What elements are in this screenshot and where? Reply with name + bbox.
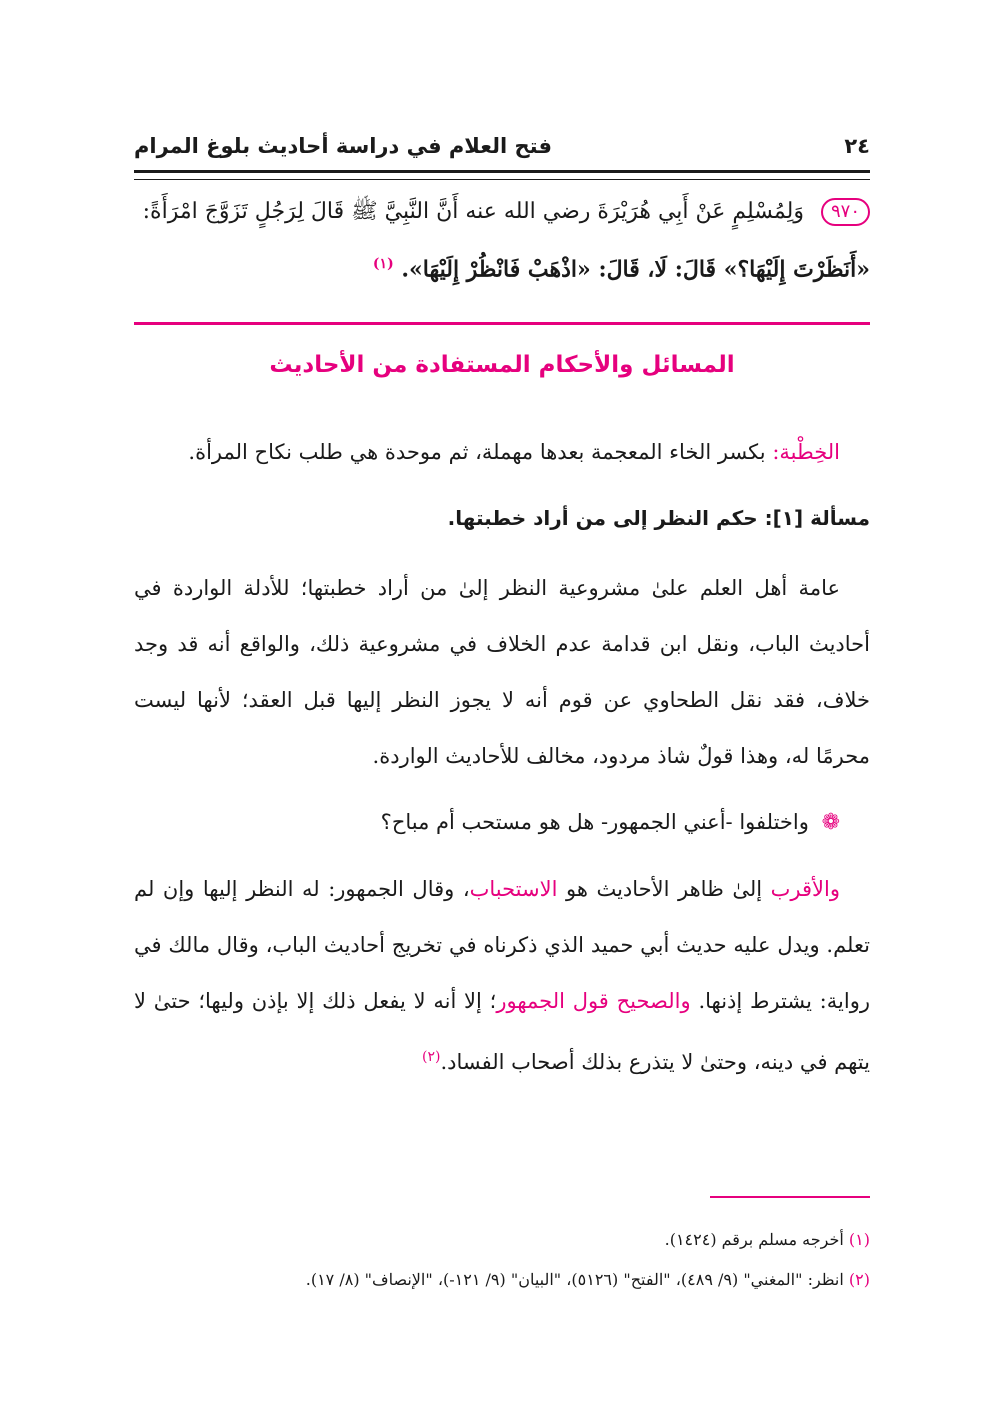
- footnote-2-text: انظر: "المغني" (٩/ ٤٨٩)، "الفتح" (٥١٢٦)، "البيان" (٩/ ١٢١-)، "الإنصاف" (٨/ ١٧).: [305, 1270, 844, 1289]
- highlight-sahih: والصحيح قول الجمهور: [496, 989, 691, 1013]
- paragraph-2-text: واختلفوا -أعني الجمهور- هل هو مستحب أم مباح؟: [380, 810, 809, 834]
- paragraph-3-text-b: إلىٰ ظاهر الأحاديث هو: [565, 877, 763, 901]
- definition-paragraph: [134, 424, 870, 480]
- paragraph-3-text-d: ، وقال الجمهور: له النظر إليها وإن لم تعلم. ويدل عليه حديث أبي حميد الذي ذكرناه في تخريج أحاديث الباب، وقال مالك في رواية: يشترط إذنها.: [134, 877, 870, 1013]
- footnotes: [134, 1220, 870, 1300]
- paragraph-2: [134, 794, 870, 851]
- running-header: [134, 128, 870, 164]
- footnote-divider: [710, 1196, 870, 1198]
- issue-heading: [134, 490, 870, 546]
- hadith-line-1: [134, 186, 870, 238]
- book-title: فتح العلام في دراسة أحاديث بلوغ المرام: [134, 134, 552, 158]
- hadith-number-badge: ٩٧٠: [821, 198, 870, 226]
- paragraph-3-text-f: ؛ إلا أنه لا يفعل ذلك إلا بإذن وليها؛ حتىٰ لا يتهم في دينه، وحتىٰ لا يتذرع بذلك أصحاب الفساد.: [134, 989, 870, 1074]
- hadith-line-2: [134, 238, 870, 295]
- section-title: المسائل والأحكام المستفادة من الأحاديث: [269, 352, 735, 378]
- highlight-closest: والأقرب: [770, 877, 840, 901]
- definition-term: الخِطْبة:: [772, 440, 840, 464]
- footnote-1-number: (١): [848, 1230, 870, 1249]
- highlight-istihbab: الاستحباب: [469, 877, 558, 901]
- header-divider: [134, 170, 870, 180]
- paragraph-1: عامة أهل العلم علىٰ مشروعية النظر إلىٰ من أراد خطبتها؛ للأدلة الواردة في أحاديث الباب، ونقل ابن قدامة عدم الخلاف في مشروعية ذلك، والواقع أنه قد وجد خلاف، فقد نقل الطحاوي عن قوم أنه لا يجوز النظر إليها قبل العقد؛ لأنها ليست محرمًا له، وهذا قولٌ شاذ مردود، مخالف للأحاديث الواردة.: [134, 576, 870, 768]
- paragraph-3: [134, 861, 870, 1090]
- footnote-ref-1[interactable]: (١): [372, 256, 394, 272]
- definition-text: بكسر الخاء المعجمة بعدها مهملة، ثم موحدة هي طلب نكاح المرأة.: [188, 440, 766, 464]
- hadith-text-2: «أَنَظَرْتَ إِلَيْهَا؟» قَالَ: لَا، قَالَ: «اذْهَبْ فَانْظُرْ إِلَيْهَا».: [401, 256, 870, 283]
- footnote-2-number: (٢): [848, 1270, 870, 1289]
- issue-title: حكم النظر إلى من أراد خطبتها.: [447, 506, 758, 530]
- flower-icon: ❁: [821, 810, 840, 835]
- footnote-ref-2[interactable]: (٢): [421, 1049, 441, 1065]
- footnote-2: [134, 1260, 870, 1300]
- commentary-body: [134, 424, 870, 1100]
- hadith-text-1: وَلِمُسْلِمٍ عَنْ أَبِي هُرَيْرَةَ رضي الله عنه أَنَّ النَّبِيَّ ﷺ قَالَ لِرَجُلٍ تَزَوَّجَ امْرَأَةً:: [142, 199, 804, 224]
- hadith-block: [134, 186, 870, 295]
- page-number: ٢٤: [844, 134, 870, 158]
- hadith-divider: [134, 322, 870, 325]
- issue-label: مسألة [١]:: [764, 506, 870, 530]
- footnote-1: [134, 1220, 870, 1260]
- footnote-1-text: أخرجه مسلم برقم (١٤٢٤).: [664, 1230, 844, 1249]
